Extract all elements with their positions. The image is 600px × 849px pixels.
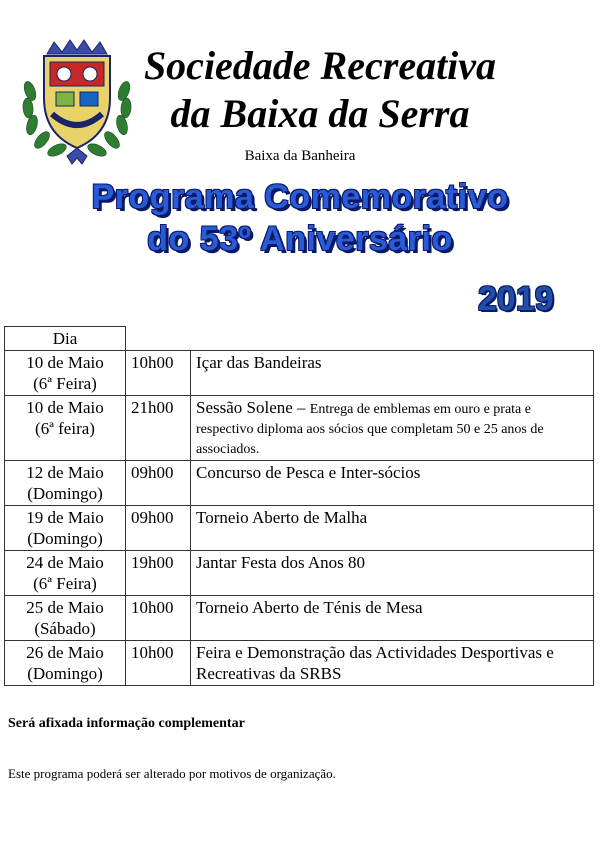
date-text: 10 de Maio (26, 398, 104, 417)
table-header-row (5, 327, 594, 351)
event-cell: Jantar Festa dos Anos 80 (191, 551, 594, 596)
day-cell (5, 551, 126, 596)
header-empty (126, 327, 594, 351)
header-day: Dia (5, 327, 126, 351)
date-text: 10 de Maio (26, 353, 104, 372)
organization-name-line1: Sociedade Recreativa (143, 43, 497, 88)
event-cell: Torneio Aberto de Ténis de Mesa (191, 596, 594, 641)
day-cell (5, 461, 126, 506)
organization-name-line2: da Baixa da Serra (170, 91, 470, 136)
table-row (5, 506, 594, 551)
date-text: 12 de Maio (26, 463, 104, 482)
table-row (5, 641, 594, 686)
weekday-text: (6ª feira) (35, 419, 95, 438)
date-text: 25 de Maio (26, 598, 104, 617)
table-row (5, 461, 594, 506)
time-cell: 10h00 (126, 351, 191, 396)
date-text: 19 de Maio (26, 508, 104, 527)
date-text: 24 de Maio (26, 553, 104, 572)
event-cell: Torneio Aberto de Malha (191, 506, 594, 551)
weekday-text: (6ª Feira) (33, 574, 97, 593)
day-cell (5, 641, 126, 686)
event-cell: Içar das Bandeiras (191, 351, 594, 396)
time-cell: 10h00 (126, 596, 191, 641)
day-cell (5, 506, 126, 551)
weekday-text: (Domingo) (27, 484, 103, 503)
events-table (4, 326, 594, 686)
event-cell: Feira e Demonstração das Actividades Desportivas e Recreativas da SRBS (191, 641, 594, 686)
table-row (5, 396, 594, 461)
weekday-text: (Domingo) (27, 529, 103, 548)
location-subtitle: Baixa da Banheira (244, 148, 356, 164)
year-label: 2019 (478, 280, 554, 318)
program-change-note: Este programa poderá ser alterado por motivos de organização. (8, 766, 336, 781)
event-cell (191, 396, 594, 461)
event-detail: Entrega de emblemas em ouro e prata e respectivo diploma aos sócios que completam 50 e 25 anos de associados. (196, 402, 544, 457)
complementary-info-note: Será afixada informação complementar (8, 716, 245, 731)
weekday-text: (Sábado) (34, 619, 96, 638)
table-row (5, 351, 594, 396)
event-title: Sessão Solene – (196, 398, 306, 417)
weekday-text: (Domingo) (27, 664, 103, 683)
event-cell: Concurso de Pesca e Inter-sócios (191, 461, 594, 506)
organization-name (70, 42, 570, 138)
date-text: 26 de Maio (26, 643, 104, 662)
day-cell (5, 351, 126, 396)
day-cell (5, 396, 126, 461)
time-cell: 21h00 (126, 396, 191, 461)
weekday-text: (6ª Feira) (33, 374, 97, 393)
time-cell: 09h00 (126, 506, 191, 551)
time-cell: 09h00 (126, 461, 191, 506)
table-row (5, 596, 594, 641)
program-title-line1: Programa Comemorativo (91, 178, 509, 216)
time-cell: 19h00 (126, 551, 191, 596)
table-row (5, 551, 594, 596)
program-title (30, 176, 570, 260)
day-cell (5, 596, 126, 641)
time-cell: 10h00 (126, 641, 191, 686)
program-title-line2: do 53º Aniversário (147, 220, 453, 258)
